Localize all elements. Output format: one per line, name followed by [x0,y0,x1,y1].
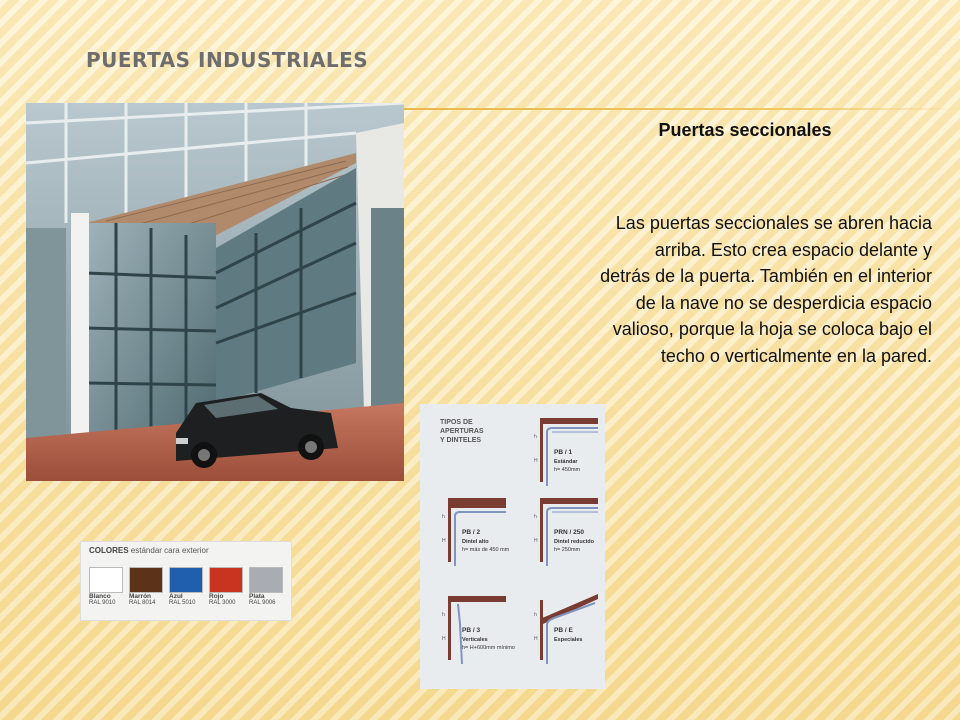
wall-mark [448,502,451,562]
dimension-h-label: h [534,612,537,618]
color-swatch-label: Blanco RAL 9010 [89,593,116,606]
lintel-mark [540,594,598,624]
wall-mark [540,502,543,562]
type-code: PB / 2 [462,529,481,536]
dimension-h-label: h [442,612,445,618]
section-subtitle: Puertas seccionales [658,120,832,140]
door-track-mark [458,604,462,664]
type-description: Verticales [462,637,488,643]
description-paragraph: Las puertas seccionales se abren hacia arriba. Esto crea espacio delante y detrás de la puerta. También en el interior de la nave no se desperdicia espacio valioso, porque la hoja se coloca bajo el techo o verticalmente en la pared. [600,213,932,366]
building-photo [26,103,404,481]
color-swatch [209,567,243,593]
wall-mark [540,600,543,660]
lintel-mark [540,418,598,424]
dimension-H-label: H [442,636,446,642]
dimension-H-label: H [534,636,538,642]
page-title: PUERTAS INDUSTRIALES [86,48,369,72]
heading-line: TIPOS DE [440,419,473,426]
dimension-h-label: h [534,514,537,520]
color-swatch-label: Marrón RAL 8014 [129,593,156,606]
lintel-mark [448,498,506,508]
standard-colors-card [80,541,292,621]
type-code: PB / 1 [554,449,573,456]
lintel-mark [448,596,506,602]
type-spec: h= 250mm [554,547,581,553]
opening-types-diagram [420,404,605,689]
type-description: Dintel alto [462,539,489,545]
color-swatch-label: Rojo RAL 3000 [209,593,236,606]
color-swatch [129,567,163,593]
type-spec: h= más de 450 mm [462,547,510,553]
color-swatch [249,567,283,593]
dimension-H-label: H [534,538,538,544]
heading-line: APERTURAS [440,428,484,435]
diagram-heading [440,419,484,444]
door-track-mark [547,428,598,486]
color-swatch [89,567,123,593]
door-track-mark [547,508,598,566]
type-spec: h= 450mm [554,467,581,473]
heading-line: Y DINTELES [440,437,482,444]
type-description: Estándar [554,459,578,465]
color-swatch-label: Azul RAL 5010 [169,593,196,606]
lintel-mark [540,498,598,504]
dimension-H-label: H [442,538,446,544]
type-spec: h= H+600mm mínimo [462,645,515,651]
type-code: PRN / 250 [554,529,584,536]
wall-mark [540,422,543,482]
wall-mark [448,600,451,660]
dimension-h-label: h [534,434,537,440]
color-swatch-label: Plata RAL 9006 [249,593,276,606]
colors-card-title: COLORES estándar cara exterior [89,546,209,555]
title-underline [404,108,960,110]
type-code: PB / E [554,627,573,634]
color-swatch [169,567,203,593]
type-description: Especiales [554,637,583,643]
dimension-H-label: H [534,458,538,464]
type-code: PB / 3 [462,627,481,634]
dimension-h-label: h [442,514,445,520]
type-description: Dintel reducido [554,539,595,545]
